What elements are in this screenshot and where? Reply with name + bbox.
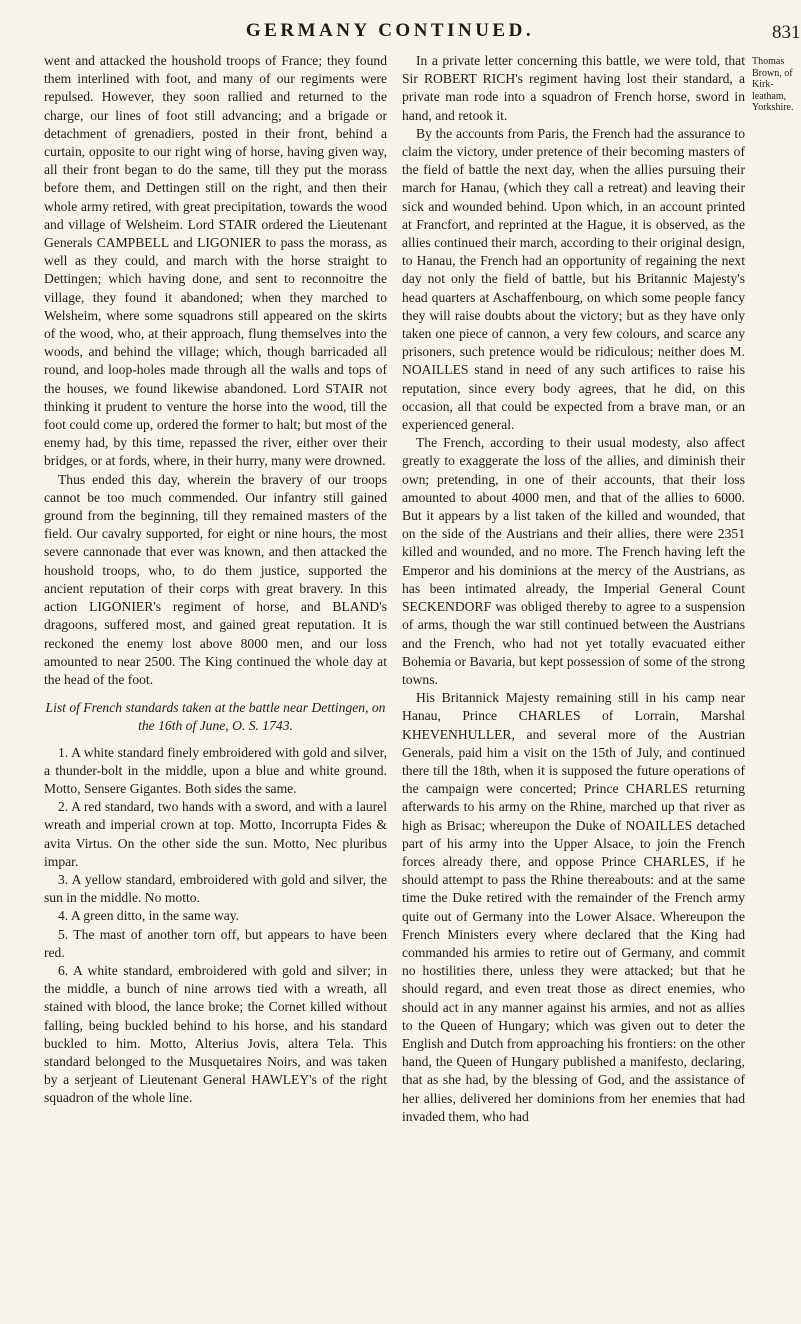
paragraph: His Britannick Majesty remaining still in his camp near Hanau, Prince CHARLES of Lorrain, Marshal KHEVENHULLER, and several more of the Austrian Generals, paid him a visit on the 15th of July, and continued there till the 18th, when it is supposed the future operations of the campaign were concerted; Prince CHARLES returning afterwards to his army on the Rhine, marched up that river as high as Brisac; whereupon the Duke of NOAILLES detached part of his army into the Upper Alsace, to join the French forces already there, and oppose Prince CHARLES, if he should attempt to pass the Rhine thereabouts: and at the same time the Duke retired with the remainder of the French army quite out of Germany into the Lower Alsace. Whereupon the French Ministers every where declared that the King had commanded his armies to retire out of Germany, and commit no hostilities there, unless they were attacked; but that he should regard, and even treat those as direct enemies, who should act in any manner against his armies, and not as allies to the Queen of Hungary; which was given out to deter the English and Dutch from approaching his frontiers: on the other hand, the Queen of Hungary published a manifesto, declaring, that as she had, by the blessing of God, and the assistance of her allies, delivered her dominions from her enemies that had invaded them, who had <box>402 690 745 1124</box>
list-item: 3. A yellow standard, embroidered with gold and silver, the sun in the middle. No motto. <box>44 871 387 906</box>
page-number: 831 <box>772 22 801 43</box>
margin-note-line: leatham, <box>752 90 787 102</box>
margin-note-line: Thomas <box>752 56 785 67</box>
paragraph: went and attacked the houshold troops of France; they found them interlined with foot, and many of our regiments were repulsed. However, they soon rallied and returned to the charge, our lines of foot still advancing; and a brigade or detachment of grenadiers, posted in their front, behind a curtain, opposite to our right wing of horse, having given way, all their front began to do the same, till they put the morass before them, and Dettingen still on the right, and then their whole army retired, with great precipitation, towards the wood and village of Welsheim. Lord STAIR ordered the Lieutenant Generals CAMPBELL and LIGONIER to pass the morass, as well as they could, and march with the horse straight to Dettingen; which having done, and sent to reconnoitre the village, they found it abandoned; when they marched to Welsheim, where some squadrons still appeared on the skirts of the wood, who, at their approach, flung themselves into the woods, and behind the village; which, though barricaded all round, and loop-holes made through all the walls and tops of the houses, we found likewise abandoned. Lord STAIR not thinking it prudent to venture the horse into the wood, till the foot could come up, ordered the former to halt; but most of the enemy had, by this time, repassed the river, either over their bridges, or at fords, where, in their hurry, many were drowned. <box>44 53 387 469</box>
running-title: GERMANY CONTINUED. <box>245 20 535 41</box>
margin-note-line: Kirk- <box>752 79 774 91</box>
paragraph: By the accounts from Paris, the French had the assurance to claim the victory, under pretence of their becoming masters of the field of battle the next day, when the allies pursuing their march for Hanau, (which they call a retreat) and leaving their sick and wounded behind. Upon which, in an account printed at Francfort, and reprinted at the Hague, it is observed, as the allies continued their march, according to their original design, to Hanau, the French had an opportunity of regaining the next day not only the field of battle, but his Britannic Majesty's head quarters at Aschaffenbourg, on which some people fancy they will raise doubts about the victory; but as they have only taken one piece of cannon, a very few colours, and scarce any prisoners, such pretence would be ridiculous; neither does M. NOAILLES stand in need of any such artifices to raise his reputation, since every body agrees, that he did, on this occasion, all that could be expected from a brave man, or an experienced general. <box>402 125 745 433</box>
paragraph: The French, according to their usual modesty, also affect greatly to exaggerate the loss of the allies, and diminish their own; pretending, in one of their accounts, that their loss amounted to about 4000 men, and that of the allies to 6000. But it appears by a list taken of the killed and wounded, that on the side of the Austrians and their allies, there were 2351 killed and wounded, and no more. The French having left the Emperor and his dominions at the mercy of the Austrians, as has been intimated already, the Imperial General Count SECKENDORF was obliged thereby to agree to a suspension of arms, though the war still continued between the Austrians and the French, who had not yet totally evacuated either Bohemia or Bavaria, but kept possession of some of the strong towns. <box>402 435 745 687</box>
list-item: 6. A white standard, embroidered with gold and silver; in the middle, a bunch of nine arrows tied with a wreath, all stained with blood, the lance broke; the Cornet killed without falling, being buckled behind to his horse, and his standard buckled to him. Motto, Alterius Jovis, altera Tela. This standard belonged to the Musquetaires Noirs, and was taken by a serjeant of Lieutenant General HAWLEY's of the right squadron of the whole line. <box>44 962 387 1106</box>
paragraph: In a private letter concerning this battle, we were told, that Sir ROBERT RICH's regiment having lost their standard, a private man rode into a squadron of French horse, sword in hand, and retook it. <box>402 53 745 123</box>
list-item: 4. A green ditto, in the same way. <box>58 908 240 924</box>
margin-note <box>752 56 798 114</box>
margin-note-line: Yorkshire. <box>752 102 794 114</box>
list-item: 2. A red standard, two hands with a sword, and with a laurel wreath and imperial crown at top. Motto, Incorrupta Fides & avita Virtus. On the other side the sun. Motto, Nec pluribus impar. <box>44 799 387 869</box>
list-item: 1. A white standard finely embroidered with gold and silver, a thunder-bolt in the middle, upon a blue and white ground. Motto, Sensere Gigantes. Both sides the same. <box>44 744 387 796</box>
left-column <box>44 52 387 1108</box>
paragraph: Thus ended this day, wherein the bravery of our troops cannot be too much commended. Our infantry still gained ground from the beginning, till they remained masters of the field. Our cavalry supported, for eight or nine hours, the most severe cannonade that ever was known, and then attacked the houshold troops, who, to do them justice, supported the ancient reputation of their corps with great bravery. In this action LIGONIER's regiment of horse, and BLAND's dragoons, suffered most, and gained great reputation. It is reckoned the enemy lost above 8000 men, and our loss amounted to near 2500. The King continued the whole day at the head of the foot. <box>44 471 387 687</box>
list-item: 5. The mast of another torn off, but appears to have been red. <box>44 926 387 960</box>
right-column <box>402 52 745 1126</box>
list-heading: List of French standards taken at the battle near Dettingen, on the 16th of June, O. S. 1743. <box>45 700 386 734</box>
margin-note-line: Brown, of <box>752 67 793 79</box>
